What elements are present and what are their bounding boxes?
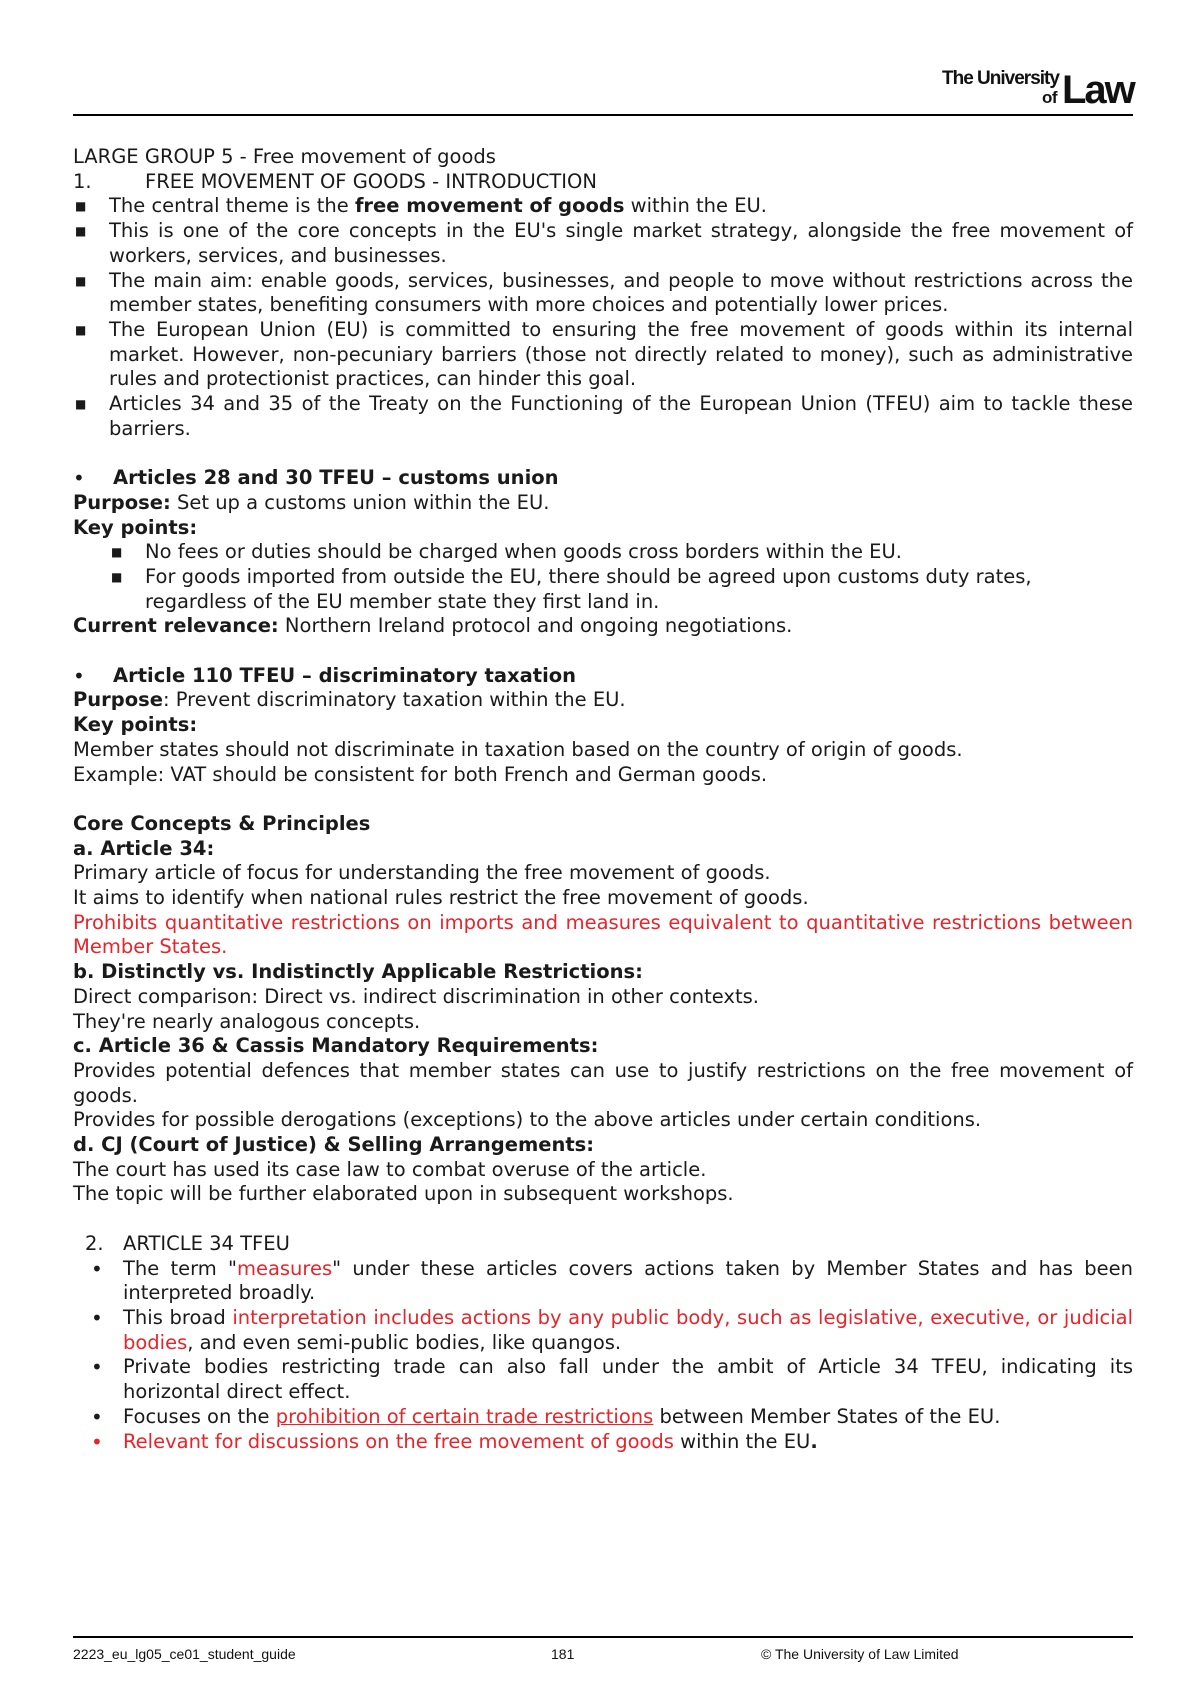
list-item-text: The central theme is the free movement of goods within the EU. [109, 194, 768, 218]
list-item-text: This broad interpretation includes actions by any public body, such as legislative, executive, or judicial bodies, and even semi-public bodies, like quangos. [123, 1305, 1134, 1354]
taxation-line2: Example: VAT should be consistent for both French and German goods. [73, 762, 768, 786]
square-bullet-icon: ■ [111, 569, 123, 584]
core-b1: Direct comparison: Direct vs. indirect discrimination in other contexts. [73, 984, 759, 1008]
list-item-text: Private bodies restricting trade can also fall under the ambit of Article 34 TFEU, indicating its horizontal direct effect. [123, 1355, 1133, 1404]
list-item-text: Focuses on the prohibition of certain trade restrictions between Member States of the EU. [123, 1404, 1001, 1428]
footer-page-number: 181 [551, 1646, 575, 1662]
list-item-text: No fees or duties should be charged when goods cross borders within the EU. [145, 540, 902, 564]
taxation-purpose: Purpose: Prevent discriminatory taxation within the EU. [73, 688, 626, 712]
core-d2: The topic will be further elaborated upon in subsequent workshops. [73, 1182, 734, 1206]
page-title-text: LARGE GROUP 5 - Free movement of goods [73, 145, 496, 168]
square-bullet-icon: ■ [75, 199, 87, 214]
list-item-text: Relevant for discussions on the free movement of goods within the EU. [123, 1429, 818, 1453]
list-item [73, 1306, 1133, 1355]
footer-rule [73, 1636, 1133, 1638]
list-item-text: The term "measures" under these articles covers actions taken by Member States and has been interpreted broadly. [123, 1256, 1133, 1305]
section1-title: FREE MOVEMENT OF GOODS - INTRODUCTION [145, 169, 597, 193]
logo-line2: of [1042, 88, 1058, 107]
list-item [73, 565, 1133, 614]
section2-heading [73, 1232, 1133, 1257]
logo-line3: Law [1062, 68, 1134, 112]
list-item [73, 1355, 1133, 1404]
customs-purpose: Purpose: Set up a customs union within the EU. [73, 490, 550, 514]
list-item [73, 1257, 1133, 1306]
taxation-keypoints-label: Key points: [73, 713, 198, 737]
list-item [73, 1430, 1133, 1455]
square-bullet-icon: ■ [75, 322, 87, 337]
footer-copyright: © The University of Law Limited [761, 1646, 959, 1662]
round-bullet-icon: • [91, 1355, 103, 1380]
core-c-heading: c. Article 36 & Cassis Mandatory Requirements: [73, 1034, 599, 1058]
core-b-heading: b. Distinctly vs. Indistinctly Applicable Restrictions: [73, 960, 643, 984]
core-d1: The court has used its case law to combat overuse of the article. [73, 1157, 707, 1181]
customs-keypoints-label: Key points: [73, 515, 198, 539]
footer-doc-id: 2223_eu_lg05_ce01_student_guide [73, 1646, 296, 1662]
page-footer [73, 1646, 1133, 1666]
list-item-text: The main aim: enable goods, services, businesses, and people to move without restrictions across the member states, benefiting consumers with more choices and potentially lower prices. [109, 268, 1133, 317]
core-a2: It aims to identify when national rules restrict the free movement of goods. [73, 886, 809, 910]
list-item [73, 540, 1133, 565]
section1-number: 1. [73, 169, 92, 193]
core-a3: Prohibits quantitative restrictions on imports and measures equivalent to quantitative restrictions between Member States. [73, 910, 1133, 959]
round-bullet-icon: • [91, 1429, 103, 1454]
list-item [73, 219, 1133, 268]
taxation-heading-text: Article 110 TFEU – discriminatory taxation [113, 663, 577, 687]
section2-number: 2. [85, 1231, 104, 1255]
customs-relevance: Current relevance: Northern Ireland protocol and ongoing negotiations. [73, 614, 793, 638]
document-body [73, 145, 1133, 1454]
university-logo [924, 66, 1134, 110]
customs-heading [73, 466, 1133, 491]
square-bullet-icon: ■ [111, 545, 123, 560]
list-item-text: The European Union (EU) is committed to ensuring the free movement of goods within its internal market. However, non-pecuniary barriers (those not directly related to money), such as administrative rules and protectionist practices, can hinder this goal. [109, 317, 1133, 391]
list-item-text: Articles 34 and 35 of the Treaty on the Functioning of the European Union (TFEU) aim to tackle these barriers. [109, 392, 1133, 440]
taxation-heading [73, 664, 1133, 689]
list-item [73, 318, 1133, 392]
round-bullet-icon: • [91, 1404, 103, 1429]
core-b2: They're nearly analogous concepts. [73, 1009, 421, 1033]
taxation-line1: Member states should not discriminate in taxation based on the country of origin of goods. [73, 737, 963, 761]
list-item [73, 269, 1133, 318]
round-bullet-icon: • [73, 466, 85, 491]
core-a1: Primary article of focus for understanding the free movement of goods. [73, 861, 771, 885]
core-a-heading: a. Article 34: [73, 836, 215, 860]
square-bullet-icon: ■ [75, 273, 87, 288]
list-item [73, 1405, 1133, 1430]
list-item-text: This is one of the core concepts in the EU's single market strategy, alongside the free movement of workers, services, and businesses. [109, 219, 1133, 267]
customs-heading-text: Articles 28 and 30 TFEU – customs union [113, 466, 559, 490]
logo-line1: The University [942, 68, 1059, 89]
list-item [73, 194, 1133, 219]
square-bullet-icon: ■ [75, 397, 87, 412]
core-heading: Core Concepts & Principles [73, 811, 371, 835]
core-c1: Provides potential defences that member states can use to justify restrictions on the free movement of goods. [73, 1058, 1133, 1107]
list-item [73, 392, 1133, 441]
page-title [73, 145, 1133, 170]
section1-heading [73, 170, 1133, 195]
list-item-text: For goods imported from outside the EU, there should be agreed upon customs duty rates, regardless of the EU member state they first land in. [145, 564, 1032, 613]
round-bullet-icon: • [91, 1305, 103, 1330]
round-bullet-icon: • [73, 663, 85, 688]
header-rule [73, 114, 1133, 116]
round-bullet-icon: • [91, 1256, 103, 1281]
core-d-heading: d. CJ (Court of Justice) & Selling Arrangements: [73, 1133, 595, 1157]
square-bullet-icon: ■ [75, 224, 87, 239]
section2-title: ARTICLE 34 TFEU [123, 1231, 290, 1255]
core-c2: Provides for possible derogations (exceptions) to the above articles under certain conditions. [73, 1108, 982, 1132]
